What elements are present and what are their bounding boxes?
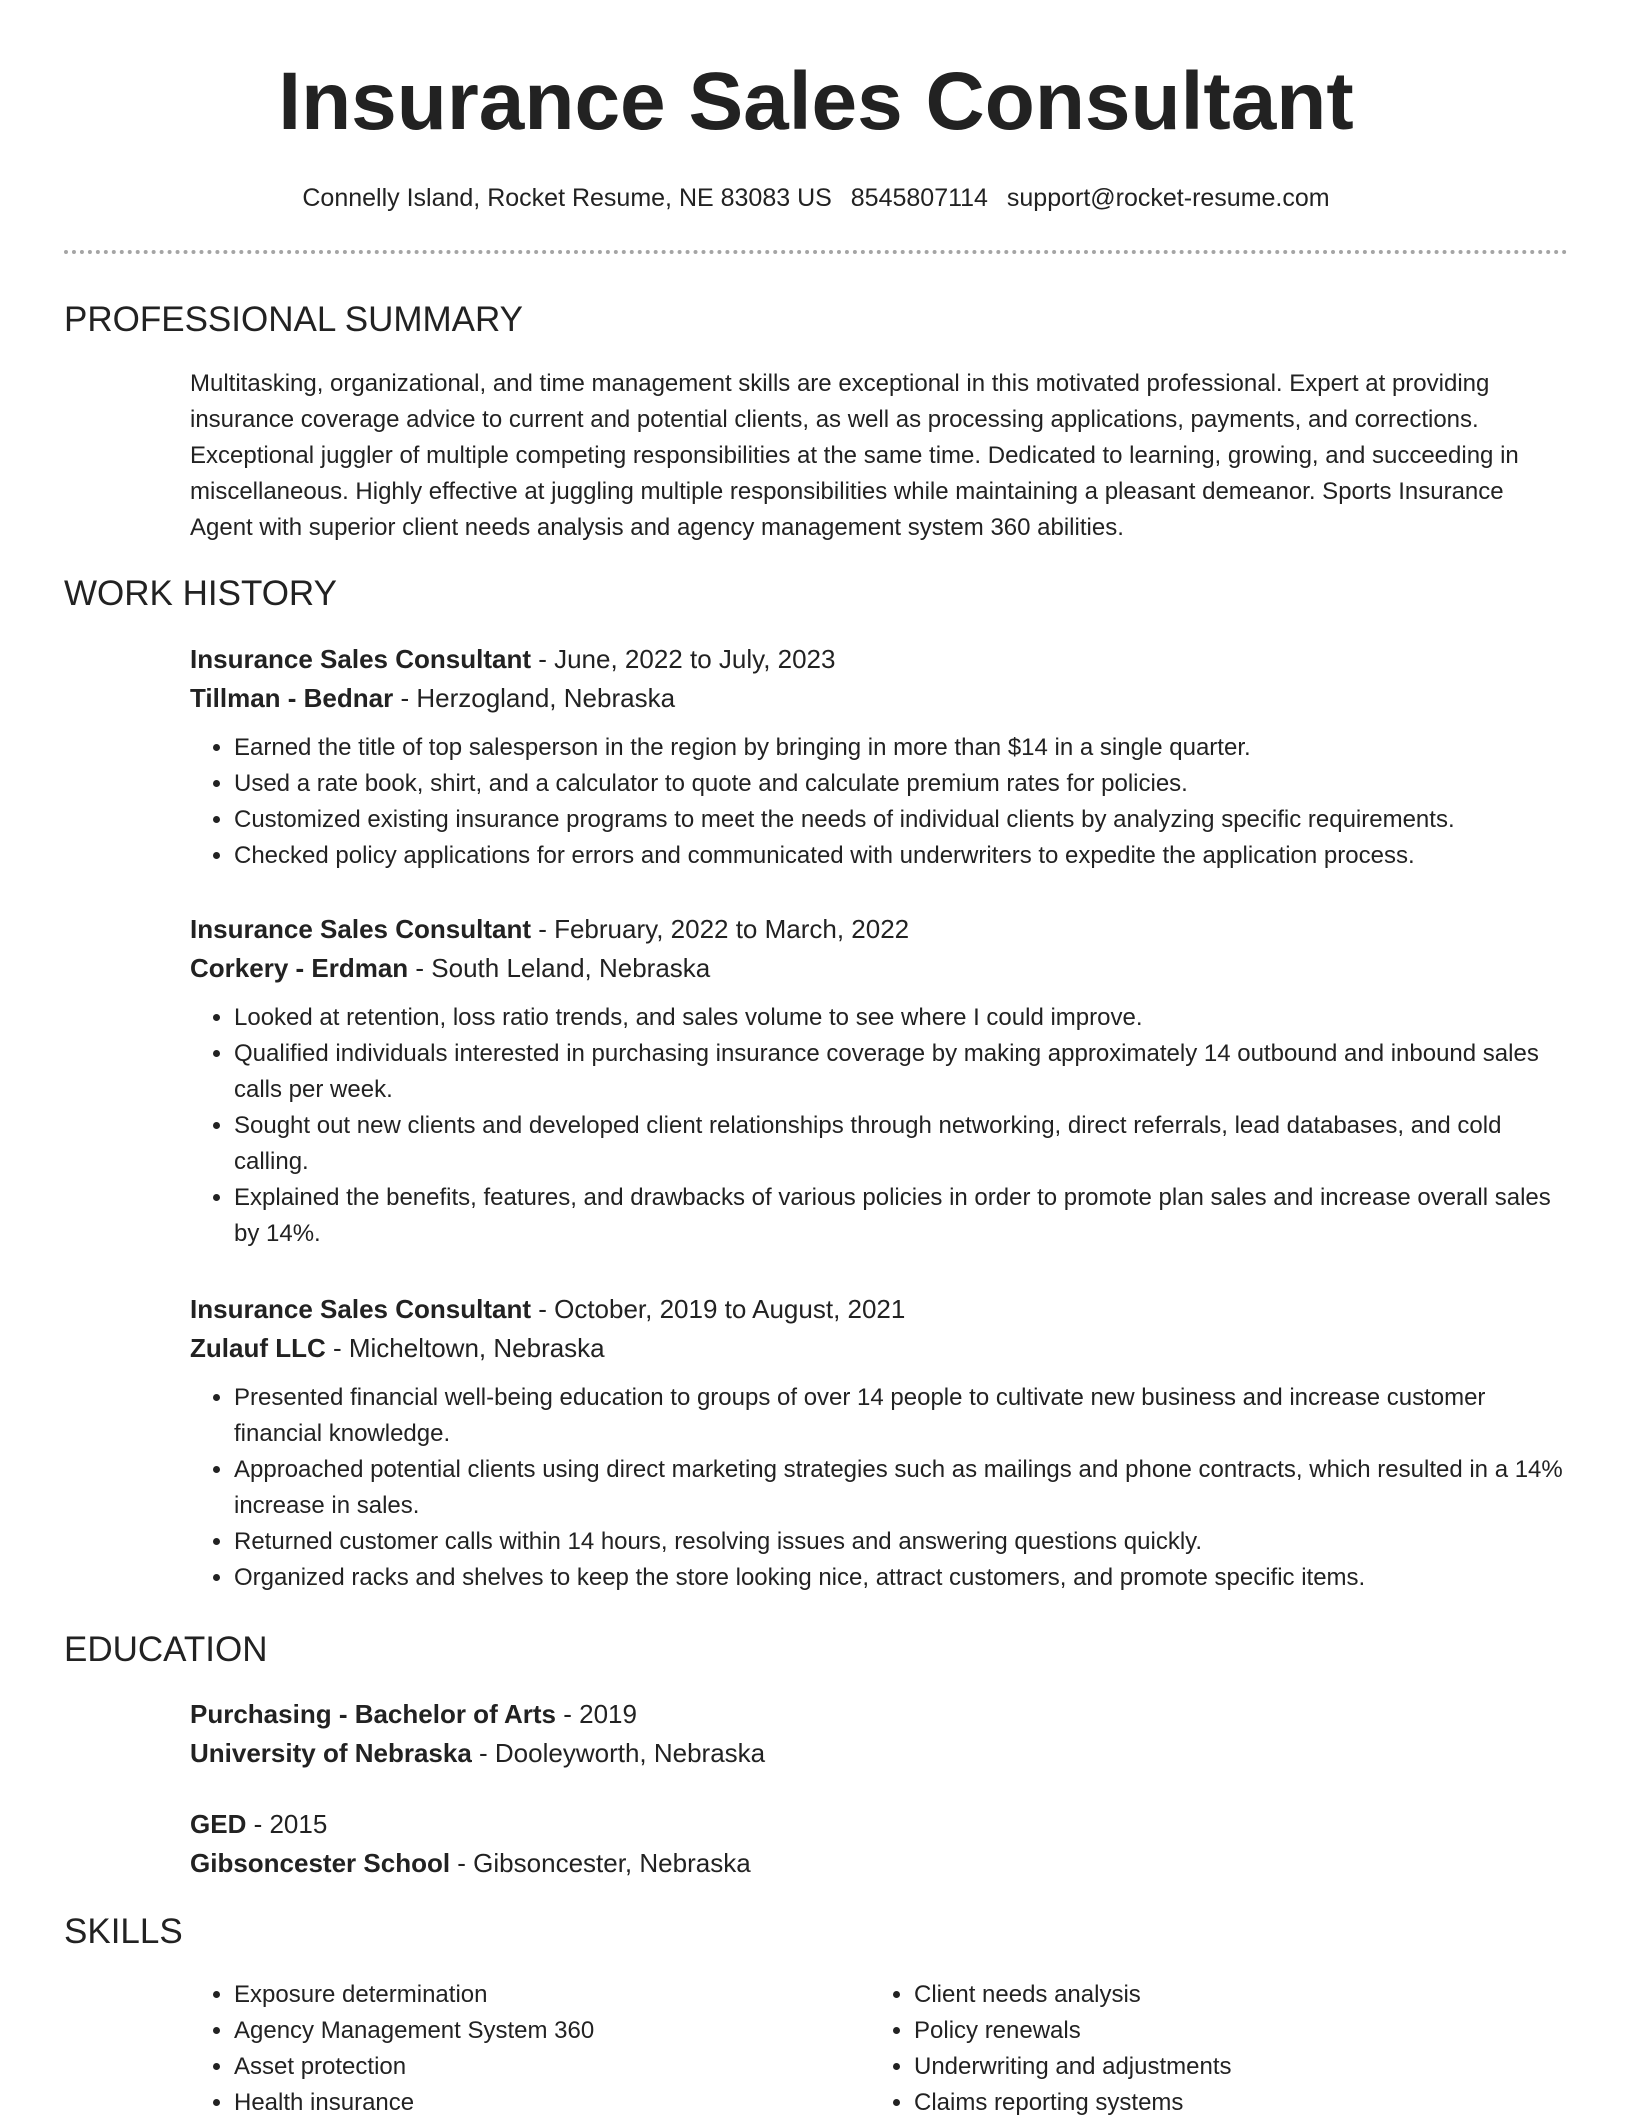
job-company: Zulauf LLC bbox=[190, 1333, 326, 1363]
job-dates: - October, 2019 to August, 2021 bbox=[530, 1294, 906, 1324]
job-bullet: • Customized existing insurance programs to meet the needs of individual clients by analyzing specific requirements. bbox=[234, 802, 1568, 838]
job-title: Insurance Sales Consultant bbox=[190, 1294, 531, 1324]
job-entry bbox=[190, 640, 1568, 874]
contact-line bbox=[0, 180, 1632, 216]
job-company: Tillman - Bednar bbox=[190, 683, 394, 713]
skill-item: • Policy renewals bbox=[914, 2013, 1490, 2049]
job-company-line bbox=[190, 1329, 1568, 1368]
education-year: - 2015 bbox=[246, 1809, 328, 1839]
job-bullet: • Checked policy applications for errors and communicated with underwriters to expedite the application process. bbox=[234, 838, 1568, 874]
job-company-line bbox=[190, 679, 1568, 718]
education-entry bbox=[190, 1805, 1568, 1883]
education-school-line bbox=[190, 1844, 1568, 1883]
section-title-skills: SKILLS bbox=[64, 1912, 183, 1951]
job-bullet: • Organized racks and shelves to keep the store looking nice, attract customers, and promote specific items. bbox=[234, 1560, 1568, 1596]
job-bullet: • Presented financial well-being education to groups of over 14 people to cultivate new business and increase customer financial knowledge. bbox=[234, 1380, 1568, 1452]
education-school: Gibsoncester School bbox=[190, 1848, 451, 1878]
contact-phone: 8545807114 bbox=[850, 184, 988, 212]
job-title-line bbox=[190, 910, 1568, 949]
job-title: Insurance Sales Consultant bbox=[190, 914, 531, 944]
job-bullet: • Qualified individuals interested in purchasing insurance coverage by making approximately 14 outbound and inbound sales calls per week. bbox=[234, 1036, 1568, 1108]
header-divider bbox=[64, 250, 1568, 254]
resume-name: Insurance Sales Consultant bbox=[278, 56, 1354, 147]
education-location: - Gibsoncester, Nebraska bbox=[450, 1848, 751, 1878]
job-bullets bbox=[190, 730, 1568, 874]
education-degree: GED bbox=[190, 1809, 247, 1839]
job-bullet: • Sought out new clients and developed client relationships through networking, direct referrals, lead databases, and cold calling. bbox=[234, 1108, 1568, 1180]
education-school-line bbox=[190, 1734, 1568, 1773]
job-entry bbox=[190, 910, 1568, 1252]
job-company: Corkery - Erdman bbox=[190, 953, 409, 983]
job-bullet: • Approached potential clients using direct marketing strategies such as mailings and phone contracts, which resulted in a 14% increase in sales. bbox=[234, 1452, 1568, 1524]
skill-item: • Underwriting and adjustments bbox=[914, 2049, 1490, 2085]
job-bullet: • Returned customer calls within 14 hours, resolving issues and answering questions quickly. bbox=[234, 1524, 1568, 1560]
skill-item: • Asset protection bbox=[234, 2049, 810, 2085]
education-degree-line bbox=[190, 1695, 1568, 1734]
job-bullet: • Earned the title of top salesperson in the region by bringing in more than $14 in a single quarter. bbox=[234, 730, 1568, 766]
skill-item: • Agency Management System 360 bbox=[234, 2013, 810, 2049]
job-title-line bbox=[190, 1290, 1568, 1329]
contact-email[interactable]: support@rocket-resume.com bbox=[1006, 184, 1330, 212]
education-location: - Dooleyworth, Nebraska bbox=[471, 1738, 766, 1768]
job-bullet: • Used a rate book, shirt, and a calculator to quote and calculate premium rates for policies. bbox=[234, 766, 1568, 802]
job-dates: - June, 2022 to July, 2023 bbox=[530, 644, 836, 674]
education-entry bbox=[190, 1695, 1568, 1773]
skills-column-left bbox=[190, 1977, 810, 2121]
education-school: University of Nebraska bbox=[190, 1738, 472, 1768]
contact-address: Connelly Island, Rocket Resume, NE 83083 US bbox=[302, 184, 832, 212]
education-year: - 2019 bbox=[556, 1699, 637, 1729]
section-title-summary: PROFESSIONAL SUMMARY bbox=[64, 300, 523, 339]
job-location: - Micheltown, Nebraska bbox=[325, 1333, 605, 1363]
job-entry bbox=[190, 1290, 1568, 1596]
job-title-line bbox=[190, 640, 1568, 679]
skills-column-right bbox=[870, 1977, 1490, 2121]
education-degree-line bbox=[190, 1805, 1568, 1844]
skill-item: • Claims reporting systems bbox=[914, 2085, 1490, 2121]
skill-item: • Client needs analysis bbox=[914, 1977, 1490, 2013]
skill-item: • Exposure determination bbox=[234, 1977, 810, 2013]
skills-list bbox=[190, 1977, 1568, 2117]
job-bullets bbox=[190, 1380, 1568, 1596]
section-title-work-history: WORK HISTORY bbox=[64, 574, 337, 613]
job-dates: - February, 2022 to March, 2022 bbox=[530, 914, 910, 944]
job-title: Insurance Sales Consultant bbox=[190, 644, 531, 674]
skill-item: • Health insurance bbox=[234, 2085, 810, 2121]
job-location: - Herzogland, Nebraska bbox=[393, 683, 676, 713]
section-title-education: EDUCATION bbox=[64, 1630, 268, 1669]
job-company-line bbox=[190, 949, 1568, 988]
job-location: - South Leland, Nebraska bbox=[408, 953, 711, 983]
job-bullet: • Looked at retention, loss ratio trends, and sales volume to see where I could improve. bbox=[234, 1000, 1568, 1036]
job-bullet: • Explained the benefits, features, and drawbacks of various policies in order to promote plan sales and increase overall sales by 14%. bbox=[234, 1180, 1568, 1252]
summary-text: Multitasking, organizational, and time management skills are exceptional in this motivated professional. Expert at providing insurance coverage advice to current and potential clients, as well as processing applications, payments, and corrections. Exceptional juggler of multiple competing responsibilities at the same time. Dedicated to learning, growing, and succeeding in miscellaneous. Highly effective at juggling multiple responsibilities while maintaining a pleasant demeanor. Sports Insurance Agent with superior client needs analysis and agency management system 360 abilities. bbox=[190, 370, 1519, 541]
job-bullets bbox=[190, 1000, 1568, 1252]
education-degree: Purchasing - Bachelor of Arts bbox=[190, 1699, 556, 1729]
